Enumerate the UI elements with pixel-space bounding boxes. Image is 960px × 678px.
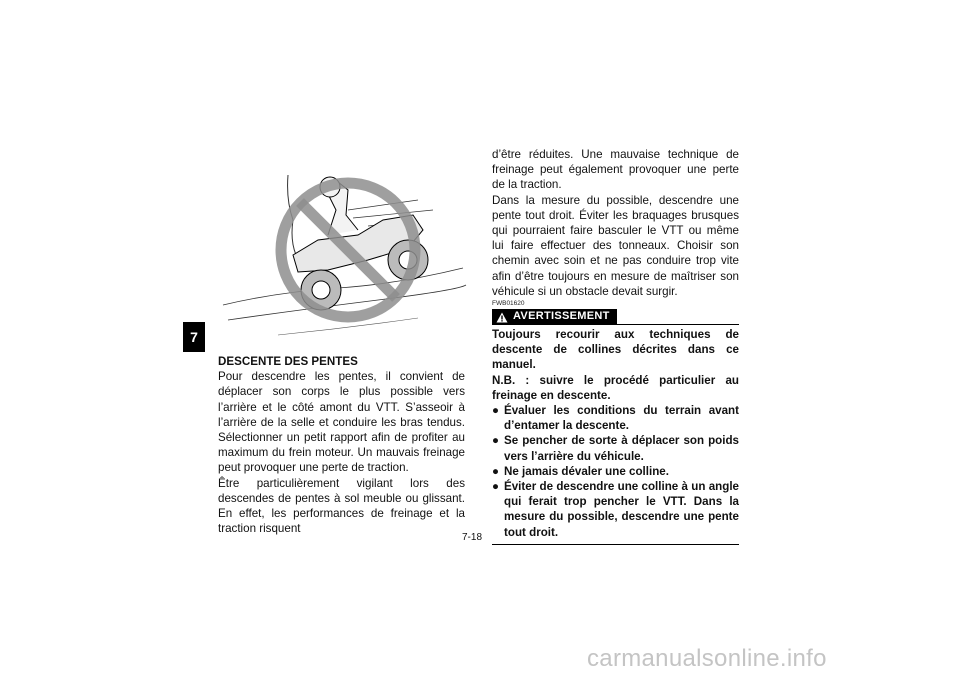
warning-body bbox=[492, 327, 739, 540]
section-heading: DESCENTE DES PENTES bbox=[218, 355, 358, 368]
chapter-tab: 7 bbox=[183, 322, 205, 352]
warning-badge bbox=[492, 309, 617, 325]
warning-line: Toujours recourir aux techniques de descente de collines décrites dans ce manuel. bbox=[492, 328, 739, 372]
bullet-icon: ● bbox=[492, 434, 500, 448]
list-item: ● Éviter de descendre une colline à un angle qui ferait trop pencher le VTT. Dans la mesure du possible, descendre une pente tout droit. bbox=[492, 480, 739, 539]
paragraph: Pour descendre les pentes, il convient de déplacer son corps le plus possible vers l’arrière et le côté amont du VTT. S’asseoir à l’arrière de la selle et conduire les bras tendus. Sélectionner un petit rapport afin de profiter au maximum du frein moteur. Un mauvais freinage peut provoquer une perte de traction. bbox=[218, 370, 465, 475]
reference-code: FWB01620 bbox=[492, 300, 525, 308]
bullet-icon: ● bbox=[492, 404, 500, 418]
paragraph: Être particulièrement vigilant lors des descendes de pentes à sol meuble ou glissant. En effet, les performances de freinage et la traction risquent bbox=[218, 476, 465, 536]
list-item: ● Ne jamais dévaler une colline. bbox=[492, 464, 669, 478]
warning-end-rule bbox=[492, 544, 739, 545]
page-number: 7-18 bbox=[462, 532, 483, 543]
left-column bbox=[218, 354, 465, 536]
list-item: ● Se pencher de sorte à déplacer son poids vers l’arrière du véhicule. bbox=[492, 434, 739, 463]
paragraph: Dans la mesure du possible, descendre une pente tout droit. Éviter les braquages brusques qui pourraient faire basculer le VTT ou même lui faire effectuer des tonneaux. Choisir son chemin avec soin et ne pas conduire trop vite afin d’être toujours en mesure de maîtriser son véhicule si un obstacle devait surgir. bbox=[492, 193, 739, 298]
warning-triangle-icon bbox=[496, 312, 508, 323]
bullet-icon: ● bbox=[492, 480, 500, 494]
list-item: ● Évaluer les conditions du terrain avant d’entamer la descente. bbox=[492, 404, 739, 433]
warning-line: N.B. : suivre le procédé particulier au freinage en descente. bbox=[492, 373, 739, 402]
right-column bbox=[492, 147, 739, 545]
atv-downhill-prohibited-illustration bbox=[218, 160, 468, 345]
watermark: carmanualsonline.info bbox=[587, 645, 827, 672]
paragraph: d’être réduites. Une mauvaise technique de freinage peut également provoquer une perte de la traction. bbox=[492, 148, 739, 192]
bullet-icon: ● bbox=[492, 464, 500, 478]
warning-label: AVERTISSEMENT bbox=[513, 310, 610, 323]
warning-header bbox=[492, 309, 739, 326]
warning-bullet-list bbox=[492, 403, 739, 540]
warning-rule bbox=[617, 324, 739, 325]
